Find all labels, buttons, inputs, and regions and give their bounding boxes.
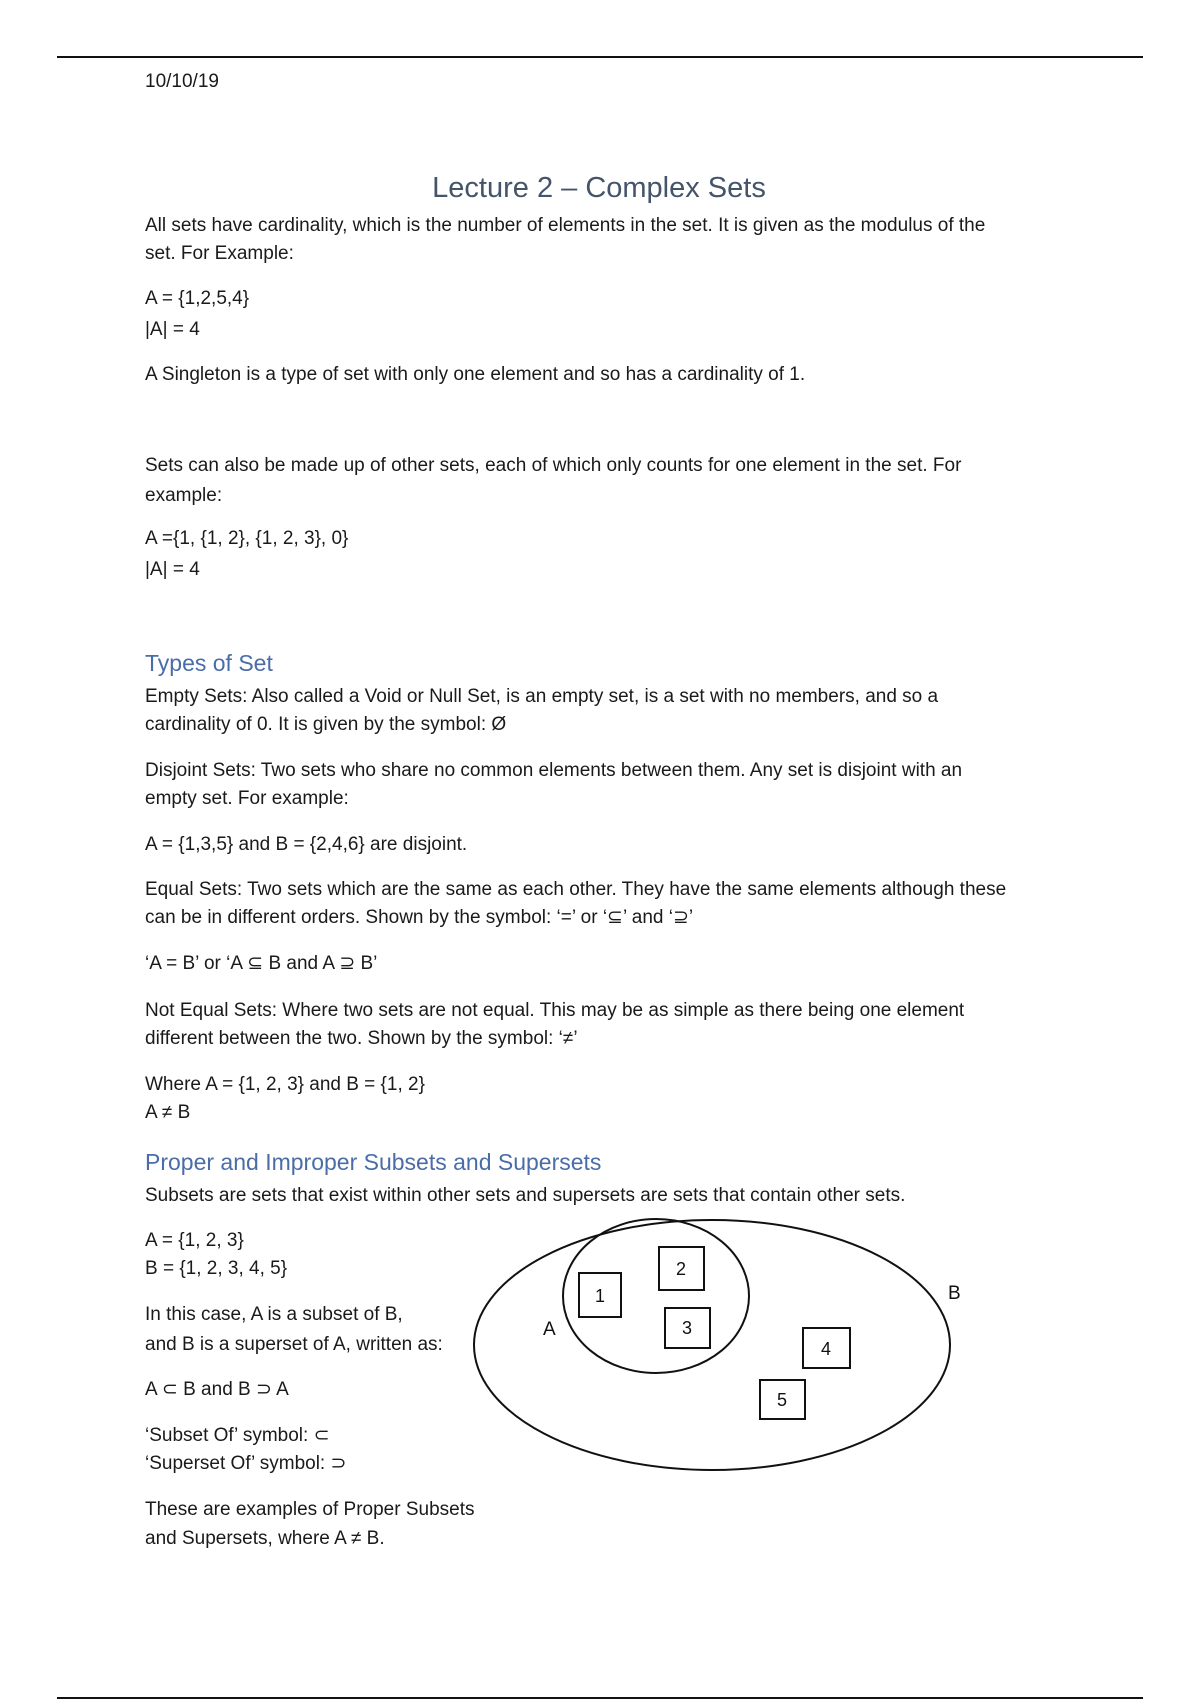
element-2: 2: [675, 1259, 687, 1279]
set-b-label: B: [948, 1283, 961, 1304]
element-5: 5: [776, 1390, 788, 1410]
not-equal-example-1: Where A = {1, 2, 3} and B = {1, 2}: [145, 1074, 425, 1095]
not-equal-example-2: A ≠ B: [145, 1102, 191, 1123]
bottom-rule: [57, 1697, 1143, 1699]
subset-symbol: ‘Subset Of’ symbol: ⊂: [145, 1425, 330, 1446]
not-equal-line-2: different between the two. Shown by the symbol: ‘≠’: [145, 1028, 578, 1049]
element-1: 1: [594, 1286, 606, 1306]
subset-case-line-2: and B is a superset of A, written as:: [145, 1334, 443, 1355]
empty-sets-line-2: cardinality of 0. It is given by the symbol: Ø: [145, 714, 507, 735]
element-4: 4: [820, 1339, 832, 1359]
subset-b-definition: B = {1, 2, 3, 4, 5}: [145, 1258, 288, 1279]
intro-line-1: All sets have cardinality, which is the number of elements in the set. It is given as the modulus of the: [145, 215, 986, 236]
nested-line-2: example:: [145, 485, 223, 506]
subset-case-line-1: In this case, A is a subset of B,: [145, 1304, 403, 1325]
set-b-ellipse: [474, 1220, 950, 1470]
singleton-text: A Singleton is a type of set with only one element and so has a cardinality of 1.: [145, 364, 806, 385]
element-3: 3: [681, 1318, 693, 1338]
not-equal-line-1: Not Equal Sets: Where two sets are not equal. This may be as simple as there being one element: [145, 1000, 965, 1021]
subsets-intro: Subsets are sets that exist within other sets and supersets are sets that contain other sets.: [145, 1185, 906, 1206]
equal-example: ‘A = B’ or ‘A ⊆ B and A ⊇ B’: [145, 953, 378, 974]
set-a-label: A: [543, 1319, 556, 1340]
equal-line-2: can be in different orders. Shown by the symbol: ‘=’ or ‘⊆’ and ‘⊇’: [145, 907, 694, 928]
venn-diagram: [470, 1210, 1010, 1480]
subset-notation: A ⊂ B and B ⊃ A: [145, 1379, 289, 1400]
disjoint-line-1: Disjoint Sets: Two sets who share no common elements between them. Any set is disjoint with an: [145, 760, 963, 781]
top-rule: [57, 56, 1143, 58]
disjoint-line-2: empty set. For example:: [145, 788, 349, 809]
proper-example-line-1: These are examples of Proper Subsets: [145, 1499, 475, 1520]
example-cardinality: |A| = 4: [145, 319, 200, 340]
subset-a-definition: A = {1, 2, 3}: [145, 1230, 244, 1251]
intro-line-2: set. For Example:: [145, 243, 294, 264]
proper-example-line-2: and Supersets, where A ≠ B.: [145, 1528, 385, 1549]
superset-symbol: ‘Superset Of’ symbol: ⊃: [145, 1453, 347, 1474]
example-set-a: A = {1,2,5,4}: [145, 288, 250, 309]
types-heading: Types of Set: [145, 650, 273, 676]
nested-line-1: Sets can also be made up of other sets, each of which only counts for one element in the set. For: [145, 455, 962, 476]
page-title: Lecture 2 – Complex Sets: [432, 172, 766, 204]
subsets-heading: Proper and Improper Subsets and Supersets: [145, 1149, 602, 1175]
disjoint-example: A = {1,3,5} and B = {2,4,6} are disjoint.: [145, 834, 468, 855]
equal-line-1: Equal Sets: Two sets which are the same as each other. They have the same elements although these: [145, 879, 1007, 900]
nested-example-set: A ={1, {1, 2}, {1, 2, 3}, 0}: [145, 528, 349, 549]
date: 10/10/19: [145, 71, 219, 92]
nested-example-cardinality: |A| = 4: [145, 559, 200, 580]
empty-sets-line-1: Empty Sets: Also called a Void or Null Set, is an empty set, is a set with no members, and so a: [145, 686, 939, 707]
